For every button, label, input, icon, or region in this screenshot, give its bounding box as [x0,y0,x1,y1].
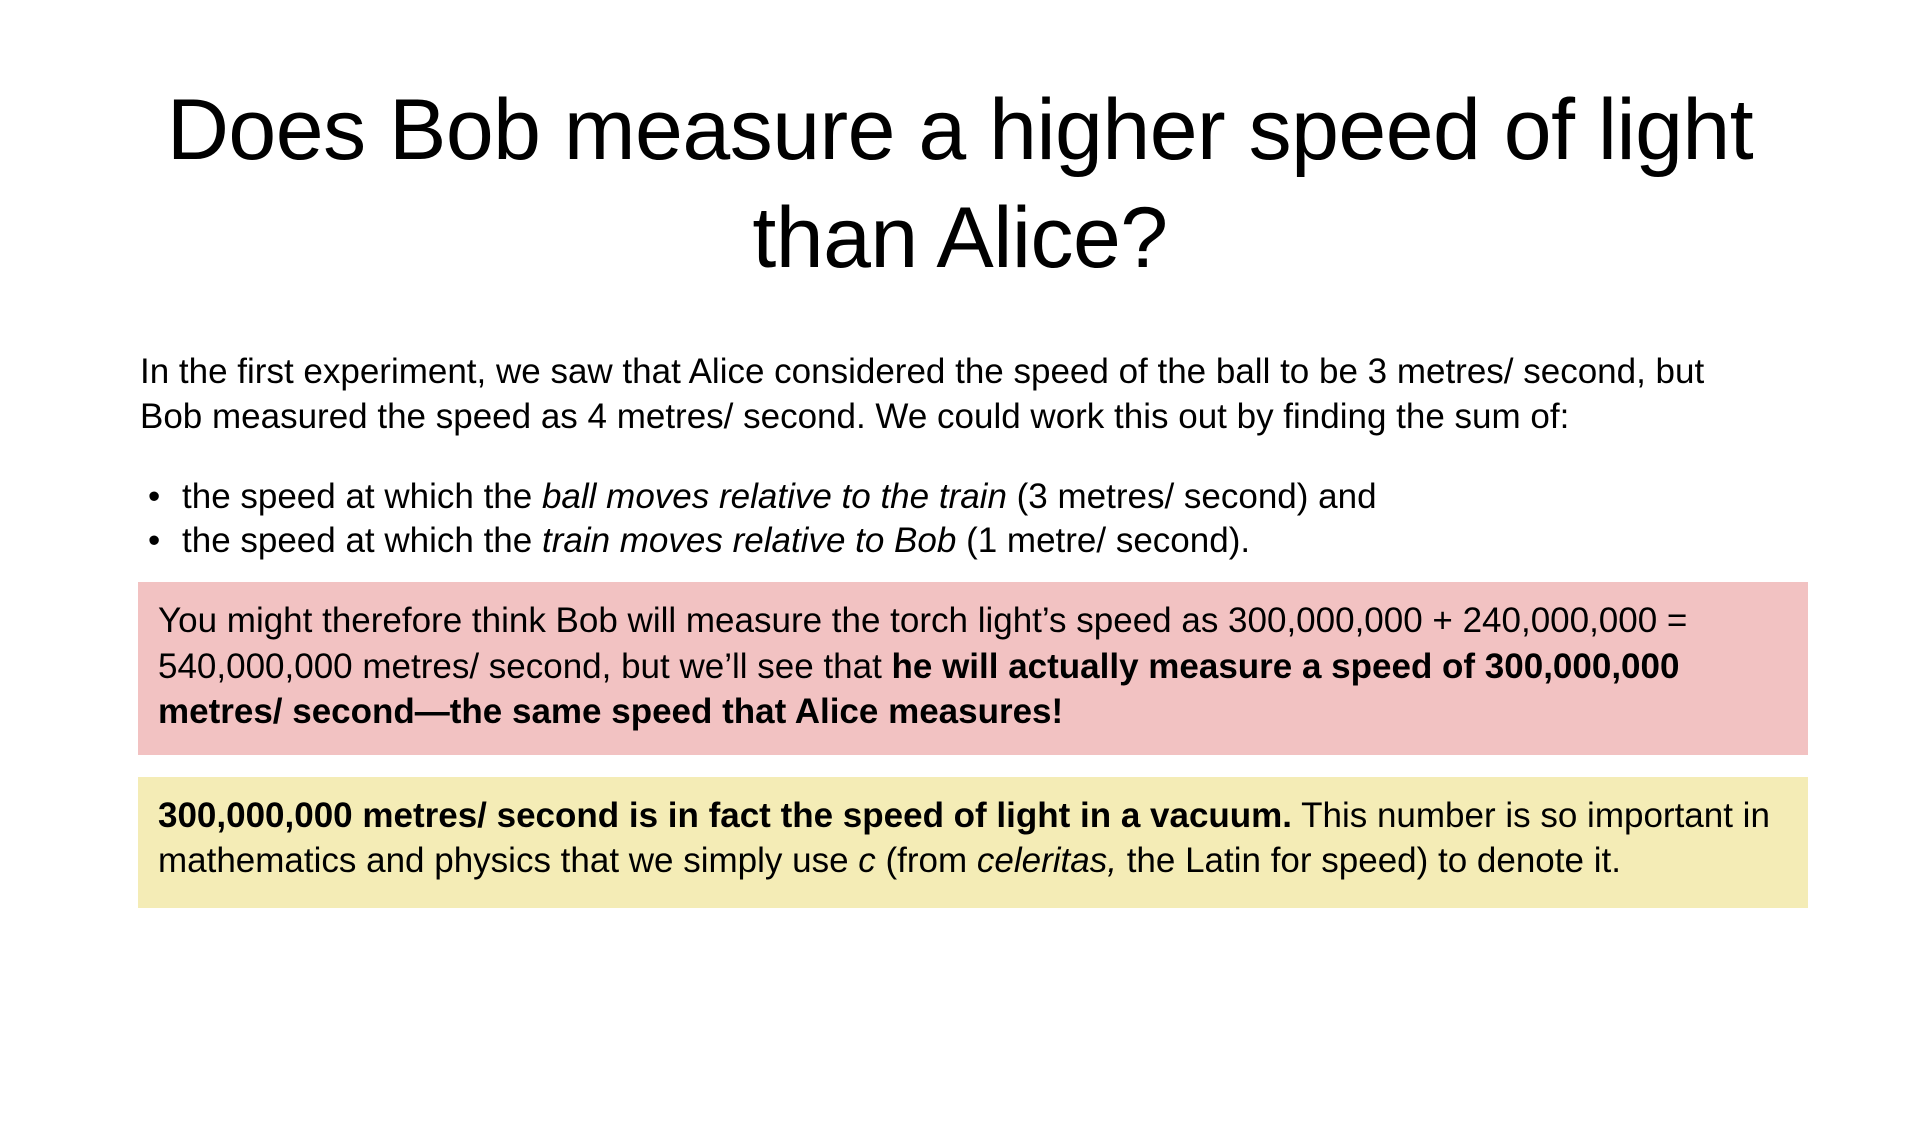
bullet-lead-text: the speed at which the [182,476,542,516]
slide [0,58,1920,1138]
bullet-italic-text: train moves relative to Bob [541,521,957,561]
callout-yellow [138,777,1808,908]
callout-yellow-normal-text-2: (from [875,841,977,881]
callout-pink [138,582,1808,755]
bullet-tail-text: (1 metre/ second). [956,521,1251,561]
list-item [140,519,1770,564]
bullet-tail-text: (3 metres/ second) and [1006,476,1377,516]
callout-yellow-normal-text-1: This number is so important in mathematics and physics that we simply use [158,795,1770,881]
intro-paragraph: In the first experiment, we saw that Alice considered the speed of the ball to be 3 metres/ second, but Bob measured the speed as 4 metres/ second. We could work this out by finding the sum of: [140,351,1705,436]
callout-yellow-normal-text-3: the Latin for speed) to denote it. [1116,841,1621,881]
callout-pink-bold-text: he will actually measure a speed of 300,000,000 metres/ second—the same speed that Alice measures! [158,646,1680,732]
bullet-list [140,475,1770,565]
callout-yellow-italic-c: c [858,841,876,881]
callout-yellow-italic-celeritas: celeritas, [976,841,1117,881]
page-title: Does Bob measure a higher speed of light than Alice? [166,81,1754,286]
list-item [140,475,1770,520]
callout-yellow-bold-text: 300,000,000 metres/ second is in fact the speed of light in a vacuum. [158,795,1293,835]
bullet-italic-text: ball moves relative to the train [541,476,1007,516]
bullet-lead-text: the speed at which the [182,521,542,561]
callout-pink-normal-text: You might therefore think Bob will measure the torch light’s speed as 300,000,000 + 240,000,000 = 540,000,000 metres/ second, but we’ll see that [158,601,1688,686]
body-content [0,350,1920,564]
